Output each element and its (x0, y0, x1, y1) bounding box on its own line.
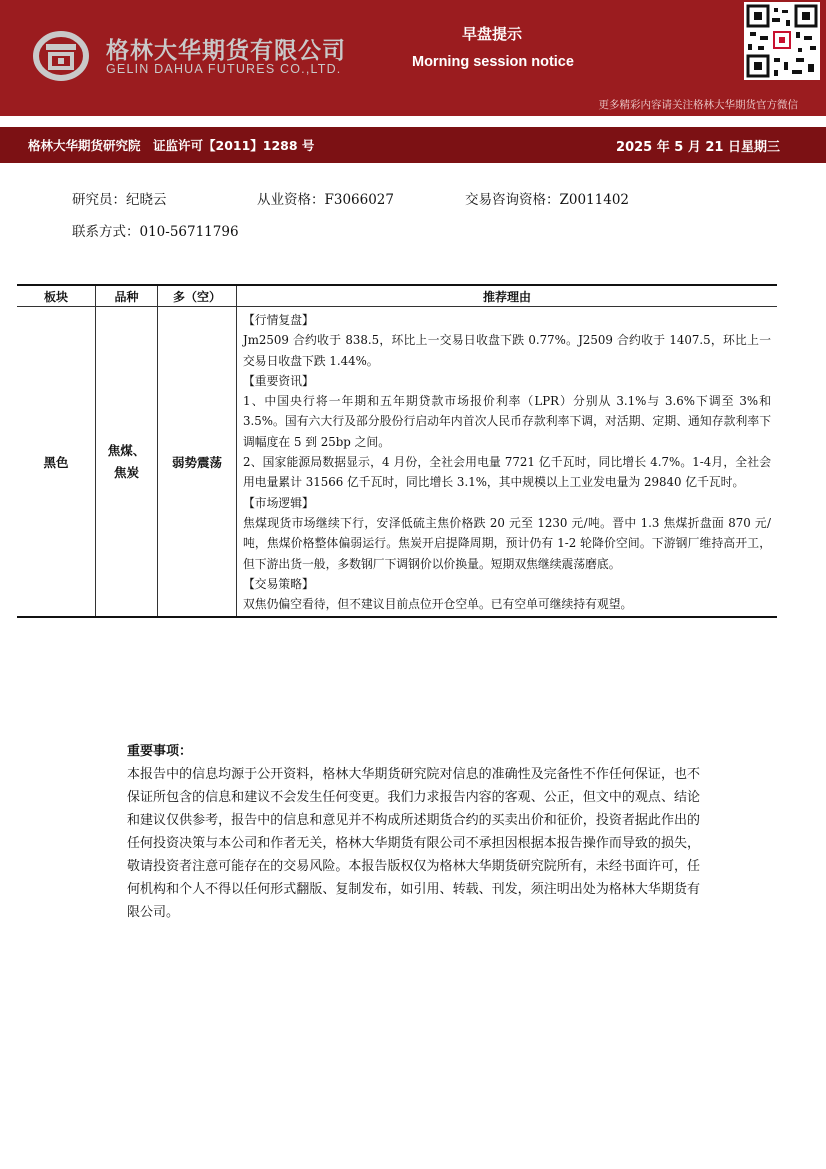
report-title-cn: 早盘提示 (462, 25, 523, 43)
wechat-follow-text: 更多精彩内容请关注格林大华期货官方微信 (598, 99, 798, 111)
col-header-sector: 板块 (17, 285, 96, 307)
brand-name-cn: 格林大华期货有限公司 (106, 38, 346, 64)
reason-heading-logic: 【市场逻辑】 (243, 495, 314, 510)
brand-name-en: GELIN DAHUA FUTURES CO.,LTD. (106, 62, 342, 76)
cell-variety (96, 307, 158, 618)
cell-direction: 弱势震荡 (158, 307, 237, 618)
variety-line-2: 焦炭 (113, 464, 139, 480)
reason-paragraph: Jm2509 合约收于 838.5，环比上一交易日收盘下跌 0.77%。J2509 合约收于 1407.5，环比上一交易日收盘下跌 1.44%。 (243, 333, 771, 368)
disclaimer-heading: 重要事项： (127, 744, 193, 759)
reason-paragraph: 双焦仍偏空看待，但不建议目前点位开仓空单。已有空单可继续持有观望。 (243, 597, 633, 612)
report-title-en: Morning session notice (412, 54, 574, 70)
cell-reason (237, 307, 778, 618)
variety-line-1: 焦煤、 (107, 442, 146, 458)
reason-paragraph: 2、国家能源局数据显示，4 月份，全社会用电量 7721 亿千瓦时，同比增长 4.7%。1-4月，全社会用电量累计 31566 亿千瓦时，同比增长 3.1%，其中规模以上工业发电量为 29840 亿千瓦时。 (243, 455, 771, 490)
analyst-consult-qualification: 交易咨询资格：Z0011402 (465, 192, 630, 208)
table-row (17, 307, 777, 618)
institute-license: 格林大华期货研究院 证监许可【2011】1288 号 (28, 138, 315, 153)
col-header-reason: 推荐理由 (237, 285, 778, 307)
analyst-contact: 联系方式：010-56711796 (72, 224, 239, 240)
disclaimer-section (127, 740, 700, 924)
report-date: 2025 年 5 月 21 日星期三 (616, 140, 780, 155)
reason-heading-strategy: 【交易策略】 (243, 576, 314, 591)
reason-heading-review: 【行情复盘】 (243, 313, 314, 327)
col-header-variety: 品种 (96, 285, 158, 307)
disclaimer-body: 本报告中的信息均源于公开资料，格林大华期货研究院对信息的准确性及完备性不作任何保证，也不保证所包含的信息和建议不会发生任何变更。我们力求报告内容的客观、公正，但文中的观点、结论和建议仅供参考，报告中的信息和意见并不构成所述期货合约的买卖出价和征价，投资者据此作出的任何投资决策与本公司和作者无关，格林大华期货有限公司不承担因根据本报告操作而导致的损失，敬请投资者注意可能存在的交易风险。本报告版权仅为格林大华期货研究院所有，未经书面许可，任何机构和个人不得以任何形式翻版、复制发布，如引用、转载、刊发，须注明出处为格林大华期货有限公司。 (127, 767, 700, 920)
institute-band (0, 127, 826, 163)
reason-paragraph: 焦煤现货市场继续下行，安泽低硫主焦价格跌 20 元至 1230 元/吨。晋中 1.3 焦煤折盘面 870 元/吨，焦煤价格整体偏弱运行。焦炭开启提降周期，预计仍有 1-2 轮降价空间。下游钢厂维持高开工，但下游出货一般，多数钢厂下调钢价以价换量。短期双焦继续震荡磨底。 (243, 515, 771, 571)
cell-sector: 黑色 (17, 307, 96, 618)
table-header-row (17, 285, 777, 307)
analyst-researcher: 研究员：纪晓云 (72, 192, 167, 208)
company-logo-icon (32, 30, 90, 82)
recommendation-table (17, 284, 777, 618)
reason-heading-news: 【重要资讯】 (243, 373, 314, 388)
wechat-qr-code-icon (744, 2, 820, 80)
reason-paragraph: 1、中国央行将一年期和五年期贷款市场报价利率（LPR）分别从 3.1%与 3.6%下调至 3%和 3.5%。国有六大行及部分股份行启动年内首次人民币存款利率下调，对活期、定期、通知存款利率下调幅度在 5 到 25bp 之间。 (243, 394, 771, 449)
page-header (0, 0, 826, 116)
analyst-qualification: 从业资格：F3066027 (257, 192, 394, 208)
col-header-direction: 多（空） (158, 285, 237, 307)
